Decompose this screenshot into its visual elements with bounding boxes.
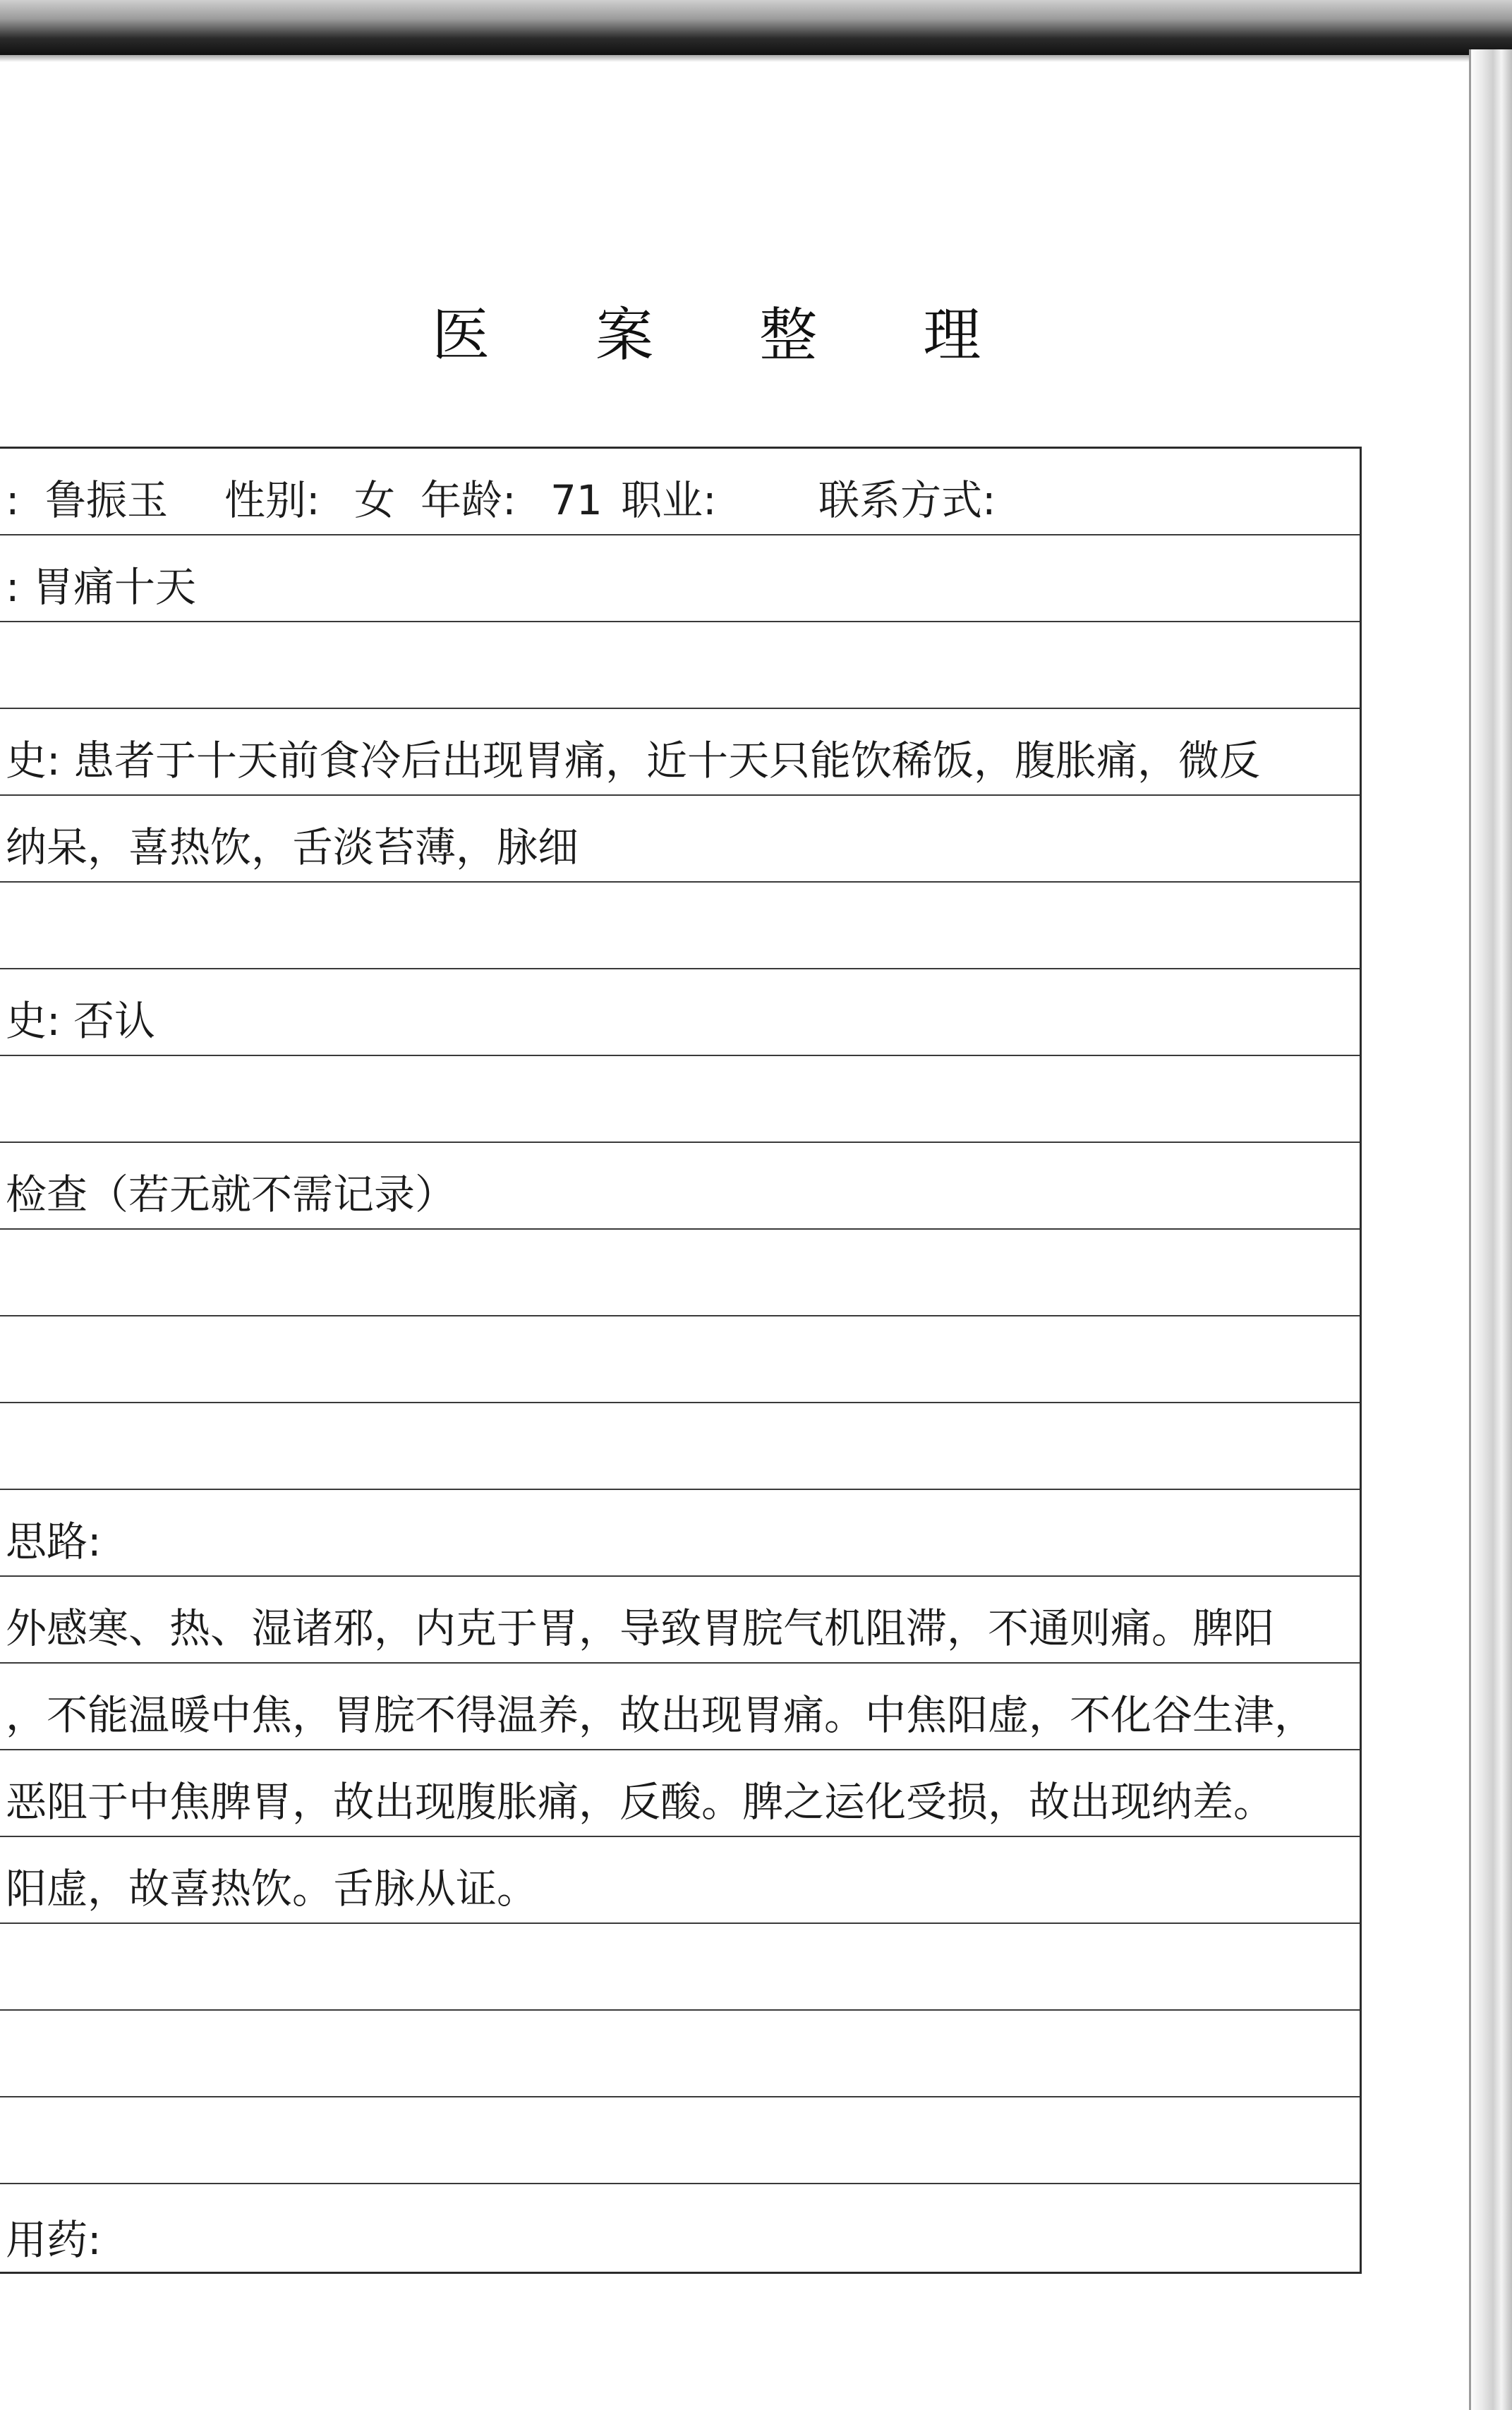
occupation-label: 职业:: [621, 476, 717, 524]
row-text: 阳虚，故喜热饮。舌脉从证。: [6, 1865, 538, 1913]
binding-shadow: [0, 55, 1512, 62]
form-row-past-history: [0, 969, 1360, 1056]
form-row: [0, 2097, 1360, 2184]
form-row: [0, 1403, 1360, 1490]
row-text: 恶阻于中焦脾胃，故出现腹胀痛，反酸。脾之运化受损，故出现纳差。: [6, 1778, 1275, 1826]
age-label: 年龄:: [421, 476, 516, 524]
form-row-reasoning: [0, 1837, 1360, 1924]
form-row: [0, 2011, 1360, 2097]
row-text: 用药:: [6, 2216, 102, 2264]
form-row-reasoning: [0, 1664, 1360, 1750]
form-row: [0, 1316, 1360, 1403]
form-row-reasoning: [0, 1750, 1360, 1837]
binding-edge-top: [0, 0, 1512, 55]
form-row: [0, 1924, 1360, 2011]
row-text: 外感寒、热、湿诸邪，内克于胃，导致胃脘气机阻滞，不通则痛。脾阳: [6, 1604, 1275, 1652]
page-title: 医 案 整 理: [432, 302, 1025, 369]
age-value: 71: [550, 476, 603, 524]
form-row: [0, 883, 1360, 969]
gender-value: 女: [354, 476, 396, 524]
row-text: 检查（若无就不需记录）: [6, 1170, 456, 1218]
form-row-examination: [0, 1143, 1360, 1230]
row-text: 史: 患者于十天前食冷后出现胃痛，近十天只能饮稀饭，腹胀痛，微反: [6, 737, 1260, 785]
gender-label: 性别:: [224, 476, 320, 524]
row-text: ，不能温暖中焦，胃脘不得温养，故出现胃痛。中焦阳虚，不化谷生津，: [6, 1691, 1316, 1739]
page-stack-edge: [1470, 49, 1512, 2410]
form-row: [0, 1230, 1360, 1316]
form-row-present-history: [0, 709, 1360, 796]
form-row-medication: [0, 2184, 1360, 2274]
form-row-chief-complaint: [0, 535, 1360, 622]
patient-info-row: [0, 449, 1360, 535]
page-edge-line: [1469, 49, 1471, 2410]
record-form: [0, 447, 1362, 2274]
form-row: [0, 1056, 1360, 1143]
contact-label: 联系方式:: [818, 476, 996, 524]
form-row: [0, 622, 1360, 709]
form-row-reasoning-heading: [0, 1490, 1360, 1577]
row-text: 纳呆，喜热饮，舌淡苔薄，脉细: [6, 823, 579, 871]
form-row-reasoning: [0, 1577, 1360, 1664]
form-row: [0, 796, 1360, 883]
name-label-fragment: :: [6, 476, 20, 524]
row-text: : 胃痛十天: [6, 563, 196, 611]
patient-name: 鲁振玉: [45, 476, 169, 524]
row-text: 史: 否认: [6, 997, 155, 1045]
row-text: 思路:: [6, 1518, 102, 1566]
